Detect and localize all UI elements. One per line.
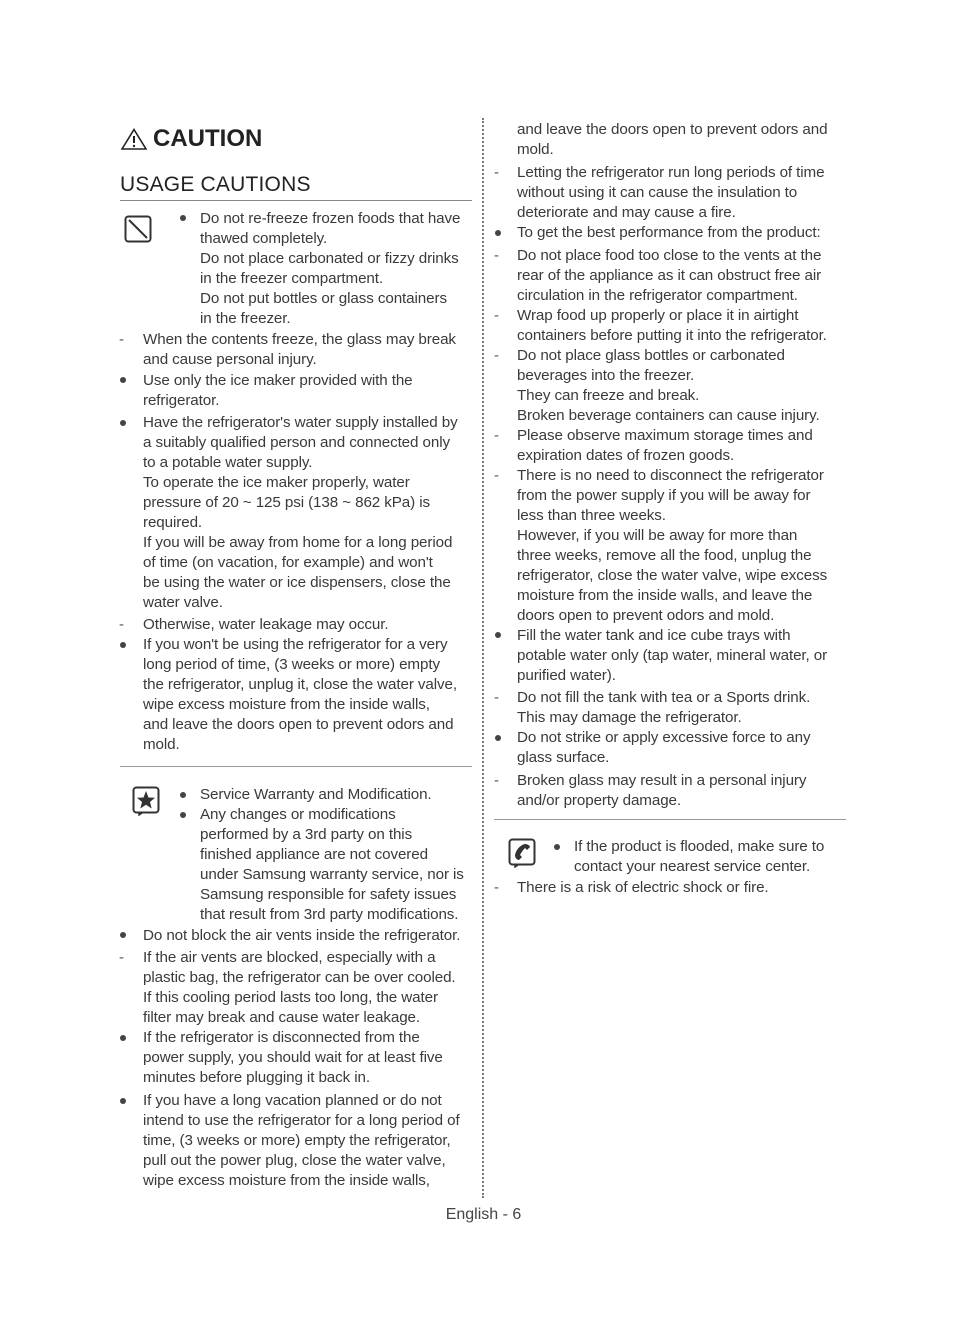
bullet bbox=[495, 230, 501, 236]
right-d9-line: There is a risk of electric shock or fire. bbox=[517, 879, 769, 896]
right-d6-line: three weeks, remove all the food, unplug the bbox=[517, 547, 812, 564]
right-b2-line: Fill the water tank and ice cube trays with bbox=[517, 627, 791, 644]
left-b7-line: pull out the power plug, close the water valve, bbox=[143, 1152, 446, 1169]
right-d4-line: Do not place glass bottles or carbonated bbox=[517, 347, 785, 364]
phone-note-icon bbox=[508, 838, 536, 873]
right-d3-line: Wrap food up properly or place it in airtight bbox=[517, 307, 799, 324]
page-footer: English - 6 bbox=[445, 1206, 522, 1223]
left-b6-line: power supply, you should wait for at least five bbox=[143, 1049, 443, 1066]
column-divider bbox=[482, 118, 484, 1198]
bullet bbox=[120, 420, 126, 426]
right-p1-line: If the product is flooded, make sure to bbox=[574, 838, 825, 855]
bullet bbox=[495, 632, 501, 638]
dash-marker: - bbox=[494, 689, 499, 706]
left-d3-line: If the air vents are blocked, especially with a bbox=[143, 949, 436, 966]
left-b4-line: the refrigerator, unplug it, close the water valve, bbox=[143, 676, 458, 693]
dash-marker: - bbox=[494, 164, 499, 181]
left-b2-line: Use only the ice maker provided with the bbox=[143, 372, 413, 389]
right-d4-line: Broken beverage containers can cause injury. bbox=[517, 407, 820, 424]
right-d1-line: deteriorate and may cause a fire. bbox=[517, 204, 736, 221]
left-b4-line: wipe excess moisture from the inside walls, bbox=[143, 696, 430, 713]
left-d3-line: filter may break and cause water leakage. bbox=[143, 1009, 421, 1026]
bullet bbox=[120, 1098, 126, 1104]
left-s2-line: performed by a 3rd party on this bbox=[200, 826, 413, 843]
left-b1-line: in the freezer. bbox=[200, 310, 291, 327]
left-d1-line: and cause personal injury. bbox=[143, 351, 317, 368]
dash-marker: - bbox=[494, 772, 499, 789]
right-d4-line: They can freeze and break. bbox=[517, 387, 700, 404]
left-s2-line: finished appliance are not covered bbox=[200, 846, 428, 863]
right-b2-line: potable water only (tap water, mineral water, or bbox=[517, 647, 828, 664]
section-title-rule bbox=[120, 200, 472, 201]
left-d2-line: Otherwise, water leakage may occur. bbox=[143, 616, 389, 633]
right-b3-line: Do not strike or apply excessive force to any bbox=[517, 729, 811, 746]
note-separator bbox=[120, 766, 472, 767]
left-b3-line: to a potable water supply. bbox=[143, 454, 313, 471]
warning-icon bbox=[121, 128, 147, 150]
left-b3-line: water valve. bbox=[143, 594, 223, 611]
dash-marker: - bbox=[119, 331, 124, 348]
right-d1-line: Letting the refrigerator run long periods of time bbox=[517, 164, 825, 181]
left-b1-line: in the freezer compartment. bbox=[200, 270, 384, 287]
left-b1-line: Do not place carbonated or fizzy drinks bbox=[200, 250, 459, 267]
right-d6-line: from the power supply if you will be away for bbox=[517, 487, 811, 504]
dash-marker: - bbox=[494, 467, 499, 484]
left-s2-line: Samsung responsible for safety issues bbox=[200, 886, 457, 903]
left-s1-line: Service Warranty and Modification. bbox=[200, 786, 432, 803]
right-d4-line: beverages into the freezer. bbox=[517, 367, 695, 384]
left-b3-line: To operate the ice maker properly, water bbox=[143, 474, 410, 491]
left-b4-line: long period of time, (3 weeks or more) empty bbox=[143, 656, 440, 673]
left-b3-line: Have the refrigerator's water supply installed by bbox=[143, 414, 458, 431]
right-d3-line: containers before putting it into the refrigerator. bbox=[517, 327, 827, 344]
dash-marker: - bbox=[494, 307, 499, 324]
left-b3-line: pressure of 20 ~ 125 psi (138 ~ 862 kPa) is bbox=[143, 494, 430, 511]
left-b7-line: time, (3 weeks or more) empty the refrigerator, bbox=[143, 1132, 451, 1149]
right-c-line: mold. bbox=[517, 141, 554, 158]
left-b4-line: If you won't be using the refrigerator for a very bbox=[143, 636, 448, 653]
caution-title bbox=[121, 125, 262, 153]
left-b1-line: Do not re-freeze frozen foods that have bbox=[200, 210, 461, 227]
bullet bbox=[120, 377, 126, 383]
right-p1-line: contact your nearest service center. bbox=[574, 858, 811, 875]
section-title: USAGE CAUTIONS bbox=[120, 173, 311, 196]
star-note-icon bbox=[132, 786, 160, 821]
left-b2-line: refrigerator. bbox=[143, 392, 220, 409]
left-b6-line: minutes before plugging it back in. bbox=[143, 1069, 370, 1086]
left-b7-line: If you have a long vacation planned or do not bbox=[143, 1092, 442, 1109]
right-b3-line: glass surface. bbox=[517, 749, 610, 766]
dash-marker: - bbox=[494, 347, 499, 364]
right-c-line: and leave the doors open to prevent odors and bbox=[517, 121, 828, 138]
note-separator bbox=[494, 819, 846, 820]
right-d5-line: Please observe maximum storage times and bbox=[517, 427, 813, 444]
right-d2-line: circulation in the refrigerator compartment. bbox=[517, 287, 798, 304]
bullet bbox=[554, 844, 560, 850]
bullet bbox=[495, 735, 501, 741]
caution-title-text: CAUTION bbox=[153, 125, 263, 152]
prohibited-icon bbox=[124, 215, 152, 248]
right-d5-line: expiration dates of frozen goods. bbox=[517, 447, 735, 464]
bullet bbox=[120, 1035, 126, 1041]
left-b3-line: If you will be away from home for a long period bbox=[143, 534, 453, 551]
dash-marker: - bbox=[494, 247, 499, 264]
left-b4-line: and leave the doors open to prevent odors and bbox=[143, 716, 454, 733]
left-b4-line: mold. bbox=[143, 736, 180, 753]
dash-marker: - bbox=[119, 949, 124, 966]
right-d6-line: refrigerator, close the water valve, wipe excess bbox=[517, 567, 828, 584]
dash-marker: - bbox=[494, 427, 499, 444]
right-d1-line: without using it can cause the insulation to bbox=[517, 184, 798, 201]
left-b7-line: intend to use the refrigerator for a long period of bbox=[143, 1112, 460, 1129]
left-b5-line: Do not block the air vents inside the refrigerator. bbox=[143, 927, 461, 944]
dash-marker: - bbox=[119, 616, 124, 633]
bullet bbox=[180, 215, 186, 221]
left-b3-line: be using the water or ice dispensers, close the bbox=[143, 574, 451, 591]
left-s2-line: Any changes or modifications bbox=[200, 806, 396, 823]
bullet bbox=[120, 642, 126, 648]
right-d6-line: There is no need to disconnect the refrigerator bbox=[517, 467, 824, 484]
left-d3-line: If this cooling period lasts too long, the water bbox=[143, 989, 438, 1006]
left-b7-line: wipe excess moisture from the inside walls, bbox=[143, 1172, 430, 1189]
right-d6-line: moisture from the inside walls, and leave the bbox=[517, 587, 813, 604]
dash-marker: - bbox=[494, 879, 499, 896]
left-b3-line: a suitably qualified person and connected only bbox=[143, 434, 450, 451]
left-s2-line: under Samsung warranty service, nor is bbox=[200, 866, 464, 883]
left-b1-line: Do not put bottles or glass containers bbox=[200, 290, 447, 307]
right-d6-line: doors open to prevent odors and mold. bbox=[517, 607, 775, 624]
left-b1-line: thawed completely. bbox=[200, 230, 328, 247]
left-b6-line: If the refrigerator is disconnected from the bbox=[143, 1029, 420, 1046]
left-d3-line: plastic bag, the refrigerator can be over cooled. bbox=[143, 969, 456, 986]
right-b1-line: To get the best performance from the product: bbox=[517, 224, 821, 241]
right-d7-line: This may damage the refrigerator. bbox=[517, 709, 742, 726]
right-d6-line: less than three weeks. bbox=[517, 507, 666, 524]
left-d1-line: When the contents freeze, the glass may break bbox=[143, 331, 456, 348]
right-d6-line: However, if you will be away for more than bbox=[517, 527, 798, 544]
bullet bbox=[180, 812, 186, 818]
left-b3-line: of time (on vacation, for example) and won't bbox=[143, 554, 433, 571]
left-b3-line: required. bbox=[143, 514, 203, 531]
right-d8-line: and/or property damage. bbox=[517, 792, 682, 809]
right-b2-line: purified water). bbox=[517, 667, 616, 684]
right-d2-line: rear of the appliance as it can obstruct free air bbox=[517, 267, 822, 284]
right-d8-line: Broken glass may result in a personal injury bbox=[517, 772, 807, 789]
right-d2-line: Do not place food too close to the vents at the bbox=[517, 247, 822, 264]
right-d7-line: Do not fill the tank with tea or a Sports drink. bbox=[517, 689, 811, 706]
left-s2-line: that result from 3rd party modifications. bbox=[200, 906, 459, 923]
bullet bbox=[120, 932, 126, 938]
bullet bbox=[180, 792, 186, 798]
